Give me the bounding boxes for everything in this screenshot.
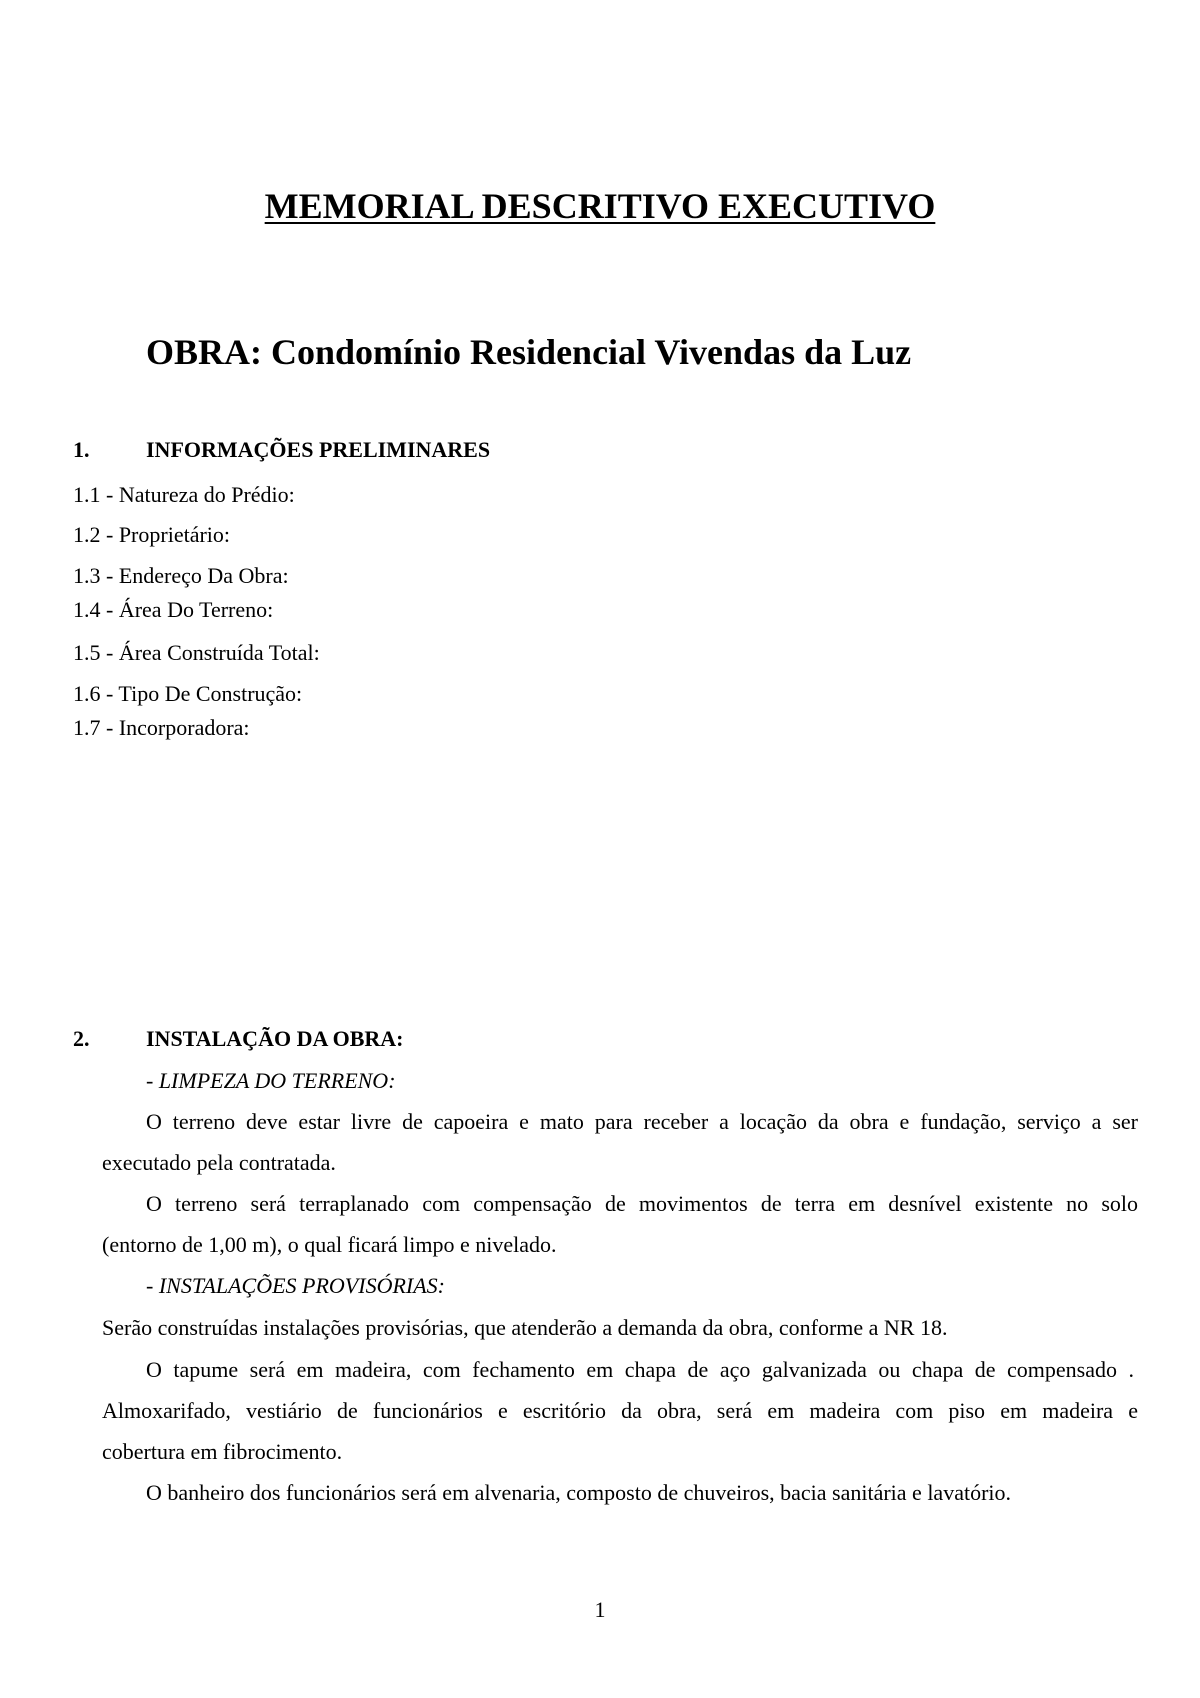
subheading-limpeza: - LIMPEZA DO TERRENO: [146, 1068, 396, 1093]
project-heading: OBRA: Condomínio Residencial Vivendas da Luz [146, 332, 912, 372]
section-2-number: 2. [73, 1026, 90, 1051]
paragraph-line: Serão construídas instalações provisórias, que atenderão a demanda da obra, conforme a NR 18. [102, 1315, 948, 1340]
subheading-instalacoes: - INSTALAÇÕES PROVISÓRIAS: [146, 1273, 445, 1298]
page-number: 1 [594, 1597, 606, 1622]
paragraph-line: (entorno de 1,00 m), o qual ficará limpo e nivelado. [102, 1232, 557, 1257]
paragraph-line: Almoxarifado, vestiário de funcionários e escritório da obra, será em madeira com piso em madeira e [102, 1398, 1138, 1423]
list-item: 1.1 - Natureza do Prédio: [73, 482, 295, 507]
list-item: 1.7 - Incorporadora: [73, 715, 250, 740]
paragraph-line: executado pela contratada. [102, 1150, 336, 1175]
section-2-title: INSTALAÇÃO DA OBRA: [146, 1026, 404, 1051]
paragraph-line: O tapume será em madeira, com fechamento em chapa de aço galvanizada ou chapa de compensado . [146, 1357, 1134, 1382]
paragraph-line: O terreno será terraplanado com compensação de movimentos de terra em desnível existente no solo [146, 1191, 1138, 1216]
list-item: 1.2 - Proprietário: [73, 522, 231, 547]
list-item: 1.3 - Endereço Da Obra: [73, 563, 289, 588]
paragraph-line: O terreno deve estar livre de capoeira e mato para receber a locação da obra e fundação, serviço a ser [146, 1109, 1138, 1134]
list-item: 1.5 - Área Construída Total: [73, 640, 320, 665]
list-item: 1.4 - Área Do Terreno: [73, 597, 274, 622]
document-title: MEMORIAL DESCRITIVO EXECUTIVO [264, 186, 936, 226]
section-1-number: 1. [73, 437, 90, 462]
section-1-title: INFORMAÇÕES PRELIMINARES [146, 437, 491, 462]
paragraph-line: O banheiro dos funcionários será em alvenaria, composto de chuveiros, bacia sanitária e lavatório. [146, 1480, 1012, 1505]
paragraph-line: cobertura em fibrocimento. [102, 1439, 343, 1464]
list-item: 1.6 - Tipo De Construção: [73, 681, 303, 706]
